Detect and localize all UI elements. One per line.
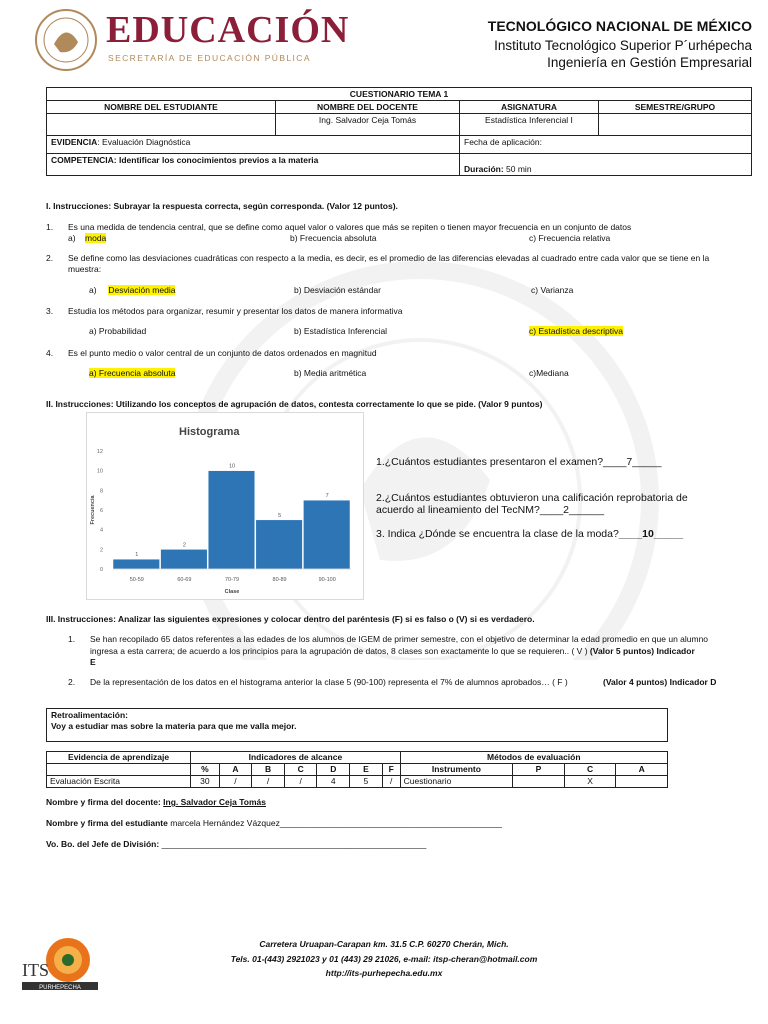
q2-option-b[interactable]: b) Desviación estándar — [294, 285, 381, 295]
bar-data-label: 2 — [182, 542, 186, 549]
s3-q2-number: 2. — [68, 677, 76, 687]
x-tick-label: 50-59 — [129, 577, 144, 583]
s3-q2-value: (Valor 4 puntos) Indicador D — [603, 677, 717, 687]
q4-option-a[interactable]: a) Frecuencia absoluta — [89, 368, 176, 378]
institute-name: Instituto Tecnológico Superior P´urhépecha — [494, 38, 752, 53]
brand-subtitle: SECRETARÍA DE EDUCACIÓN PÚBLICA — [108, 53, 311, 63]
subject-cell: Estadística Inferencial I — [460, 114, 599, 136]
q4-option-b[interactable]: b) Media aritmética — [294, 368, 367, 378]
s3-q1-statement: ingresa a esta carrera; de acuerdo a los principios para la agrupación de datos, 8 clases son exactamente lo que se requieren.. ( V ) — [90, 646, 588, 656]
q2-a-prefix: a) — [89, 285, 97, 295]
y-tick-label: 12 — [96, 449, 103, 455]
q2-3-question: 3. Indica ¿Dónde se encuentra la clase de la moda? — [376, 528, 619, 540]
eval-cell: / — [219, 776, 252, 788]
header-semester: SEMESTRE/GRUPO — [599, 101, 752, 114]
eval-sub-f: F — [382, 764, 400, 776]
bar-data-label: 1 — [135, 552, 139, 559]
y-tick-label: 8 — [99, 488, 103, 495]
q2-text: Se define como las desviaciones cuadráticas con respecto a la media, es decir, es el promedio de las diferencias elevadas al cuadrado entre cada valor que se tiene en la muestra: — [68, 253, 710, 274]
student-sign-label: Nombre y firma del estudiante — [46, 818, 168, 828]
question-3 — [46, 306, 726, 318]
chart-title: Histograma — [179, 426, 240, 438]
y-tick-label: 4 — [99, 527, 103, 534]
eval-cell: 30 — [191, 776, 219, 788]
feedback-text[interactable]: Voy a estudiar mas sobre la materia para que me valla mejor. — [51, 721, 297, 731]
eval-h-indicators: Indicadores de alcance — [191, 752, 400, 764]
y-axis-label: Frecuencia — [90, 495, 96, 525]
q1-option-a[interactable] — [68, 233, 106, 243]
x-tick-label: 60-69 — [177, 577, 192, 583]
eval-cell — [616, 776, 668, 788]
q1-a-prefix: a) — [68, 233, 76, 243]
header-student: NOMBRE DEL ESTUDIANTE — [47, 101, 276, 114]
eval-sub-b: B — [252, 764, 285, 776]
histogram-bar — [303, 500, 350, 569]
s3-q1-value: (Valor 5 puntos) Indicador — [587, 646, 695, 656]
bar-data-label: 10 — [228, 463, 236, 470]
q1-option-b[interactable]: b) Frecuencia absoluta — [290, 233, 377, 243]
eval-sub-c2: C — [564, 764, 616, 776]
duration-value: 50 min — [503, 164, 532, 174]
footer-contact: Tels. 01-(443) 2921023 y 01 (443) 29 21026, e-mail: itsp-cheran@hotmail.com — [230, 954, 538, 964]
teacher-name-cell: Ing. Salvador Ceja Tomás — [276, 114, 460, 136]
s3-q1-number: 1. — [68, 634, 76, 644]
bar-data-label: 5 — [278, 512, 282, 519]
histogram-bar — [256, 520, 303, 569]
student-signature[interactable] — [46, 818, 502, 829]
eval-cell — [513, 776, 565, 788]
institution-name: TECNOLÓGICO NACIONAL DE MÉXICO — [487, 18, 752, 34]
q3-option-b[interactable]: b) Estadística Inferencial — [294, 326, 388, 336]
eval-cell: / — [284, 776, 317, 788]
q1-a-text: moda — [85, 233, 107, 243]
eval-cell: 5 — [350, 776, 383, 788]
eval-sub-d: D — [317, 764, 350, 776]
s3-q1-line2 — [90, 646, 730, 657]
section1-title: I. Instrucciones: Subrayar la respuesta correcta, según corresponda. (Valor 12 puntos). — [46, 201, 398, 211]
section3-title: III. Instrucciones: Analizar las siguientes expresiones y colocar dentro del paréntesis (F) si es falso o (V) si es verdadero. — [46, 614, 535, 624]
x-tick-label: 80-89 — [272, 577, 287, 583]
s3-q1-indicator: E — [90, 657, 96, 667]
q1-option-c[interactable]: c) Frecuencia relativa — [529, 233, 611, 243]
q4-option-c[interactable]: c)Mediana — [529, 368, 569, 378]
eval-blank — [47, 764, 191, 776]
q2-number: 2. — [46, 253, 54, 263]
y-tick-label: 6 — [99, 508, 103, 514]
career-name: Ingeniería en Gestión Empresarial — [547, 55, 752, 70]
s3-q2-statement: De la representación de los datos en el histograma anterior la clase 5 (90-100) representa el 7% de alumnos aprobados… ( F ) — [90, 677, 568, 687]
q2-3-text[interactable] — [376, 528, 683, 540]
teacher-signature — [46, 797, 266, 808]
x-tick-label: 90-100 — [318, 577, 336, 583]
q3-number: 3. — [46, 306, 54, 316]
q1-number: 1. — [46, 222, 54, 232]
q3-option-a[interactable]: a) Probabilidad — [89, 326, 147, 336]
eval-instrument: Cuestionario — [400, 776, 513, 788]
evaluation-table — [46, 751, 668, 788]
eval-sub-a2: A — [616, 764, 668, 776]
q2-2-text-a: 2.¿Cuántos estudiantes obtuvieron una calificación reprobatoria de — [376, 492, 688, 504]
teacher-sign-name: Ing. Salvador Ceja Tomás — [163, 797, 266, 807]
q2-a-text: Desviación media — [108, 285, 176, 295]
header-subject: ASIGNATURA — [460, 101, 599, 114]
eval-cell: X — [564, 776, 616, 788]
bar-data-label: 7 — [325, 493, 329, 500]
x-axis-label: Clase — [224, 589, 240, 595]
y-tick-label: 2 — [99, 547, 103, 554]
question-2 — [46, 253, 726, 277]
mexico-seal-icon — [34, 8, 98, 72]
footer-address: Carretera Uruapan-Carapan km. 31.5 C.P. 60270 Cherán, Mich. — [259, 939, 509, 949]
chief-signature[interactable] — [46, 839, 426, 850]
q4-text: Es el punto medio o valor central de un conjunto de datos ordenados en magnitud — [68, 348, 377, 358]
date-cell[interactable]: Fecha de aplicación: — [460, 136, 752, 154]
footer-website[interactable]: http://its-purhepecha.edu.mx — [325, 968, 443, 978]
q3-option-c[interactable]: c) Estadística descriptiva — [529, 326, 624, 336]
eval-cell: / — [252, 776, 285, 788]
eval-sub-e: E — [350, 764, 383, 776]
q3-text: Estudia los métodos para organizar, resumir y presentar los datos de manera informativa — [68, 306, 403, 316]
histogram-bar — [208, 471, 255, 569]
feedback-label: Retroalimentación: — [51, 710, 128, 720]
y-tick-label: 0 — [99, 567, 103, 573]
histogram-svg — [87, 413, 363, 599]
header-teacher: NOMBRE DEL DOCENTE — [276, 101, 460, 114]
question-1 — [46, 222, 726, 246]
x-tick-label: 70-79 — [224, 577, 240, 583]
logo-sub: PURHEPECHA — [39, 985, 81, 991]
eval-cell: / — [382, 776, 400, 788]
histogram-bar — [161, 549, 208, 569]
competence-cell: COMPETENCIA: Identificar los conocimientos previos a la materia — [47, 154, 460, 176]
section2-title: II. Instrucciones: Utilizando los conceptos de agrupación de datos, contesta correctamente lo que se pide. (Valor 9 puntos) — [46, 399, 543, 409]
duration-label: Duración: — [464, 164, 504, 174]
quiz-title: CUESTIONARIO TEMA 1 — [47, 88, 752, 101]
evidence-label: EVIDENCIA — [51, 137, 98, 147]
eval-sub-a: A — [219, 764, 252, 776]
eval-row-label: Evaluación Escrita — [47, 776, 191, 788]
chief-sign-label: Vo. Bo. del Jefe de División: — [46, 839, 162, 849]
logo-text: ITS — [22, 960, 49, 980]
s3-q1-line1: Se han recopilado 65 datos referentes a las edades de los alumnos de IGEM de primer semestre, con el objetivo de determinar la edad promedio en que un alumno — [90, 634, 709, 644]
eval-h-evidence: Evidencia de aprendizaje — [47, 752, 191, 764]
histogram-chart — [86, 412, 364, 600]
chief-sign-line: ________________________________________________________ — [161, 839, 427, 849]
student-name-cell[interactable] — [47, 114, 276, 136]
student-sign-name: marcela Hernández Vázquez_______________________________________________ — [167, 818, 503, 828]
q2-option-c[interactable]: c) Varianza — [531, 285, 574, 295]
info-table — [46, 87, 752, 176]
question-4 — [46, 348, 726, 360]
eval-sub-pct: % — [191, 764, 219, 776]
q2-option-a[interactable] — [89, 285, 175, 295]
q2-2-text-b[interactable]: acuerdo al lineamiento del TecNM?____2______ — [376, 504, 605, 516]
eval-cell: 4 — [317, 776, 350, 788]
q2-3-answer: ____10_____ — [618, 528, 684, 540]
q4-number: 4. — [46, 348, 54, 358]
brand-title: EDUCACIÓN — [106, 9, 350, 51]
y-tick-label: 10 — [96, 468, 103, 475]
evidence-cell — [47, 136, 460, 154]
duration-cell — [460, 154, 752, 176]
eval-sub-c: C — [284, 764, 317, 776]
semester-cell[interactable] — [599, 114, 752, 136]
eval-h-methods: Métodos de evaluación — [400, 752, 667, 764]
feedback-box — [46, 708, 668, 742]
evidence-value: : Evaluación Diagnóstica — [97, 137, 191, 147]
teacher-sign-label: Nombre y firma del docente: — [46, 797, 164, 807]
q1-text: Es una medida de tendencia central, que se define como aquel valor o valores que más se repiten o tienen mayor frecuencia en un conjunto de datos — [68, 222, 632, 232]
eval-sub-instrument: Instrumento — [400, 764, 513, 776]
eval-sub-p: P — [513, 764, 565, 776]
histogram-bar — [113, 559, 160, 569]
q2-1-text[interactable]: 1.¿Cuántos estudiantes presentaron el examen?____7_____ — [376, 456, 662, 468]
